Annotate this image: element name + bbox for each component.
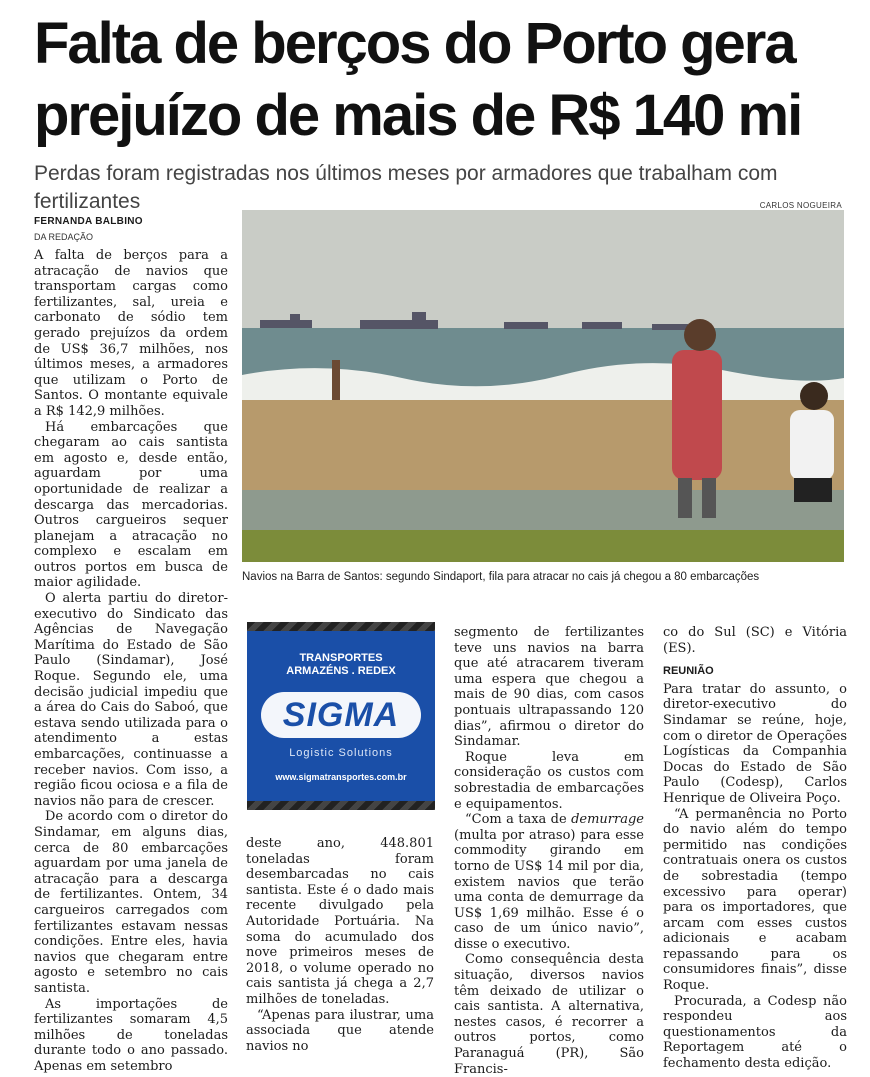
headline-line-2: prejuízo de mais de R$ 140 mi <box>34 83 802 148</box>
paragraph: co do Sul (SC) e Vitória (ES). <box>663 625 847 656</box>
column-4 <box>663 625 847 1072</box>
paragraph: “A permanência no Porto do navio além do tempo permitido nas condições contratuais onera os custos de sobrestadia (tempo excessivo para operar) para os importadores, que arcam com esses custos adicionais e acabam repassando para os consumidores finais”, disse Roque. <box>663 806 847 994</box>
paragraph: O alerta partiu do diretor-executivo do Sindicato das Agências de Navegação Marítima do Estado de São Paulo (Sindamar), José Roque. Segundo ele, uma decisão judicial impediu que a área do Cais do Saboó, que estava sendo utilizada para o atendimento a estas embarcações, continuasse a receber navios. Com isso, a região ficou ociosa e a fila de navios não para de crescer. <box>34 591 228 809</box>
ad-headline <box>247 652 435 678</box>
author-name: FERNANDA BALBINO <box>34 216 143 227</box>
subhead: REUNIÃO <box>663 665 714 678</box>
text-run: (multa por atraso) para esse commodity girando em torno de US$ 14 mil por dia, existem navios que terão uma conta de demurrage da US$ 1,69 milhão. Esse é o caso de um único navio”, disse o executivo. <box>454 827 644 952</box>
sigma-advertisement[interactable] <box>247 622 435 810</box>
deck: Perdas foram registradas nos últimos meses por armadores que trabalham com fertilizantes <box>34 162 778 213</box>
column-3 <box>454 625 644 1077</box>
paragraph <box>454 812 644 952</box>
headline <box>34 8 864 152</box>
ad-line-1: TRANSPORTES <box>299 652 383 664</box>
ad-top-stripe <box>247 622 435 631</box>
paragraph: Para tratar do assunto, o diretor-executivo do Sindamar se reúne, hoje, com o diretor de Operações Logísticas da Companhia Docas do Estado de São Paulo (Codesp), Carlos Henrique de Oliveira Poço. <box>663 681 847 806</box>
column-1 <box>34 248 228 1074</box>
photo-credit: CARLOS NOGUEIRA <box>759 201 842 210</box>
paragraph: De acordo com o diretor do Sindamar, em alguns dias, cerca de 80 embarcações aguardam por uma janela de atracação para a descarga de fertilizantes. Ontem, 34 cargueiros carregados com fertilizantes estavam nessas condições. Entre eles, havia navios que chegaram entre agosto e setembro no cais santista. <box>34 809 228 996</box>
ad-url[interactable]: www.sigmatransportes.com.br <box>275 772 407 782</box>
paragraph: Como consequência desta situação, diversos navios têm deixado de utilizar o cais santista. A alternativa, nestes casos, é recorrer a outros portos, como Paranaguá (PR), São Francis- <box>454 952 644 1077</box>
headline-line-1: Falta de berços do Porto gera <box>34 11 795 76</box>
paragraph: A falta de berços para a atracação de navios que transportam cargas como fertilizantes, sal, ureia e carbonato de sódio tem gerado prejuízos da ordem de US$ 36,7 milhões, nos últimos meses, a armadores que utilizam o Porto de Santos. O montante equivale a R$ 142,9 milhões. <box>34 248 228 419</box>
beach-photo <box>242 210 844 562</box>
author-desk: DA REDAÇÃO <box>34 232 94 242</box>
text-run: “Com a taxa de <box>465 812 572 828</box>
paragraph: As importações de fertilizantes somaram 4,5 milhões de toneladas durante todo o ano passado. Apenas em setembro <box>34 996 228 1074</box>
paragraph: “Apenas para ilustrar, uma associada que atende navios no <box>246 1007 434 1054</box>
paragraph: Procurada, a Codesp não respondeu aos questionamentos da Reportagem até o fechamento desta edição. <box>663 993 847 1072</box>
ad-bottom-stripe <box>247 801 435 810</box>
paragraph: Roque leva em consideração os custos com sobrestadia de embarcações e equipamentos. <box>454 749 644 812</box>
ad-tagline: Logistic Solutions <box>289 747 393 759</box>
photo-caption: Navios na Barra de Santos: segundo Sindaport, fila para atracar no cais já chegou a 80 embarcações <box>242 571 760 583</box>
paragraph: segmento de fertilizantes teve uns navios na barra que até atracarem tiveram uma espera que chegou a mais de 90 dias, com casos pontuais ultrapassando 120 dias”, afirmou o diretor do Sindamar. <box>454 625 644 750</box>
emphasis: demurrage <box>571 812 644 828</box>
sigma-logo: SIGMA <box>261 692 421 738</box>
ad-line-2: ARMAZÉNS . REDEX <box>286 665 396 677</box>
column-2 <box>246 836 434 1054</box>
paragraph: Há embarcações que chegaram ao cais santista em agosto e, desde então, aguardam por uma oportunidade de realizar a descarga das mercadorias. Outros cargueiros sequer planejam a atracação no complexo e escalam em outros portos em busca de maior agilidade. <box>34 419 228 591</box>
beach-scene-image <box>242 210 844 562</box>
paragraph: deste ano, 448.801 toneladas foram desembarcadas no cais santista. Este é o dado mais recente divulgado pela Autoridade Portuária. Na soma do acumulado dos nove primeiros meses de 2018, o volume operado no cais santista já chega a 2,7 milhões de toneladas. <box>246 836 434 1007</box>
